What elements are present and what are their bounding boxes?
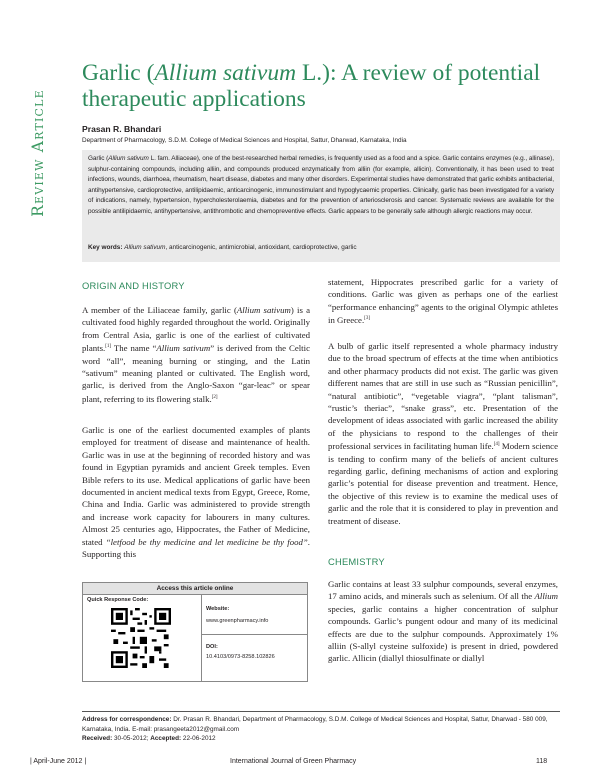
qr-panel [83, 594, 202, 681]
paragraph-col2-2: A bulb of garlic itself represented a whole pharmacy industry due to the broad spectrum of effects at the time when antibiotics and other pharmacy products did not exist. The garlic was given different names that are still in use such as “Russian penicillin”, “natural antibiotic”, “vegetable viagra”, “plant talisman”, “rustic’s theriac”, “snake grass”, etc. Presentation of the development of ideas associated with garlic increased the ability of the physicians to respond to the challenges of their professional services in facilitating human life.[4] Modern science is tending to confirm many of the beliefs of ancient cultures regarding garlic, defining mechanisms of action and exploring garlic’s potential for disease prevention and treatment. Hence, the objective of this review is to examine the medical uses of garlic and the role that it is considered to play in prevention and treatment of disease. [328, 341, 558, 526]
section-heading-origin: ORIGIN AND HISTORY [82, 280, 185, 291]
paragraph-chemistry-1: Garlic contains at least 33 sulphur compounds, several enzymes, 17 amino acids, and minerals such as selenium. Of all the Allium species, garlic contains a higher concentration of sulphur compounds. Garlic’s pungent odour and many of its medicinal effects are due to the sulphur compounds. Approximately 1% alliin (S-allyl cysteine sulfoxide) is present in dried, powdered garlic. Allicin (diallyl thiosulfinate or diallyl [328, 579, 558, 664]
website-label: Website: [206, 606, 230, 612]
abstract-text: Garlic (Allium sativum L. fam. Alliaceae), one of the best-researched herbal remedies, is frequently used as a food and a spice. Garlic contains enzymes (e.g., allinase), sulphur-containing compounds, including alliin, and compounds produced enzymatically from alliin (for example, allicin). Conventionally, it has been used to treat infections, wounds, diarrhoea, rheumatism, heart disease, diabetes and many other disorders. Experimental studies have demonstrated that garlic exhibits antibacterial, antihypertensive, cardioprotective, antilipidaemic, anticarcinogenic, immunostimulant and hypoglycaemic properties. Clinically, garlic has been investigated for a variety of indications, namely, hypertension, hypercholesterolaemia, diabetes and for the prevention of arteriosclerosis and cancer. Systematic reviews are available for the possible antilipidaemic, antihypertensive, antithrombotic and chemopreventive effects. Garlic appears to be generally safe although allergic reactions may occur. [88, 155, 554, 215]
paragraph-origin-1: A member of the Liliaceae family, garlic (Allium sativum) is a cultivated food highly regarded throughout the world. Originally from Central Asia, garlic is one of the earliest of cultivated plants.[1] The name “Allium sativum” is derived from the Celtic word “all”, meaning burning or stinging, and the Latin “sativum” meaning planted or cultivated. The English word, garlic, is derived from the Anglo-Saxon “gar-leac” or spear plant, referring to its flowering stalk.[2] [82, 305, 310, 404]
qr-label: Quick Response Code: [87, 597, 149, 603]
article-type-label: Review Article [29, 89, 47, 217]
article-title: Garlic (Allium sativum L.): A review of potential therapeutic applications [82, 60, 541, 112]
footer-journal-name: International Journal of Green Pharmacy [230, 758, 357, 765]
paragraph-col2-1: statement, Hippocrates prescribed garlic for a variety of conditions. Garlic was given as perhaps one of the earliest “performance enhancing” agents to the original Olympic athletes in Greece.[3] [328, 277, 558, 326]
access-info-panel [201, 594, 307, 681]
doi-label: DOI: [206, 644, 218, 650]
author-affiliation: Department of Pharmacology, S.D.M. College of Medical Sciences and Hospital, Sattur, Dharwad, Karnataka, India [82, 137, 407, 144]
website-link[interactable]: www.greenpharmacy.info [206, 618, 269, 624]
footer-issue-date: | April-June 2012 | [30, 758, 87, 765]
footer-page-number: 118 [536, 758, 548, 765]
author-name: Prasan R. Bhandari [82, 124, 162, 134]
doi-value[interactable]: 10.4103/0973-8258.102826 [206, 654, 275, 660]
access-online-box [82, 582, 308, 682]
keywords: Key words: Allium sativum, anticarcinogenic, antimicrobial, antioxidant, cardioprotective, garlic [88, 244, 357, 251]
access-title: Access this article online [83, 583, 307, 595]
divider [82, 711, 560, 712]
correspondence-block: Address for correspondence: Dr. Prasan R. Bhandari, Department of Pharmacology, S.D.M. College of Medical Sciences and Hospital, Sattur, Dharwad - 580 009, Karnataka, India. E-mail: prasangeeta2012@gmail.com Received: 30-05-2012; Accepted: 22-06-2012 [82, 716, 548, 743]
section-heading-chemistry: CHEMISTRY [328, 556, 385, 567]
paragraph-origin-2: Garlic is one of the earliest documented examples of plants employed for treatment of disease and maintenance of health. Garlic was in use at the beginning of recorded history and was found in Egyptian pyramids and ancient Greek temples. Even Bible refers to its use. Medical applications of garlic have been documented in ancient medical texts from Egypt, Greece, Rome, China and India. Garlic was administered to provide strength and increase work capacity for labourers in many cultures. Almost 25 centuries ago, Hippocrates, the Father of Medicine, stated “letfood be thy medicine and let medicine be thy food”. Supporting this [82, 425, 310, 560]
qr-code-icon [111, 608, 171, 668]
